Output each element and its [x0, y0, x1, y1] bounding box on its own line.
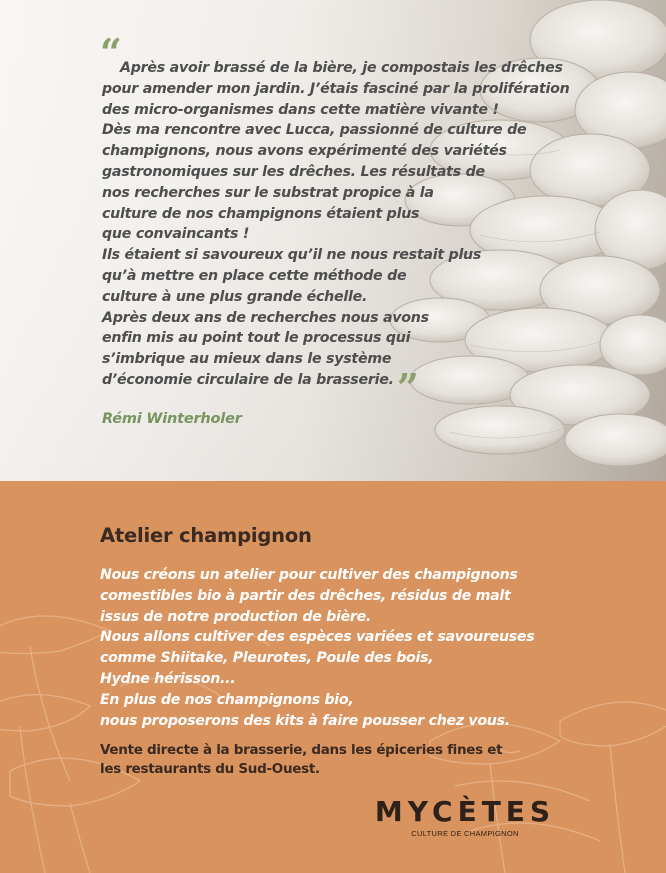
- quote-line: s’imbrique au mieux dans le système: [102, 351, 392, 368]
- quote-line: pour amender mon jardin. J’étais fasciné par la prolifération: [102, 80, 570, 97]
- atelier-section: [0, 481, 666, 873]
- description-line: Nous créons un atelier pour cultiver des champignons: [100, 567, 518, 583]
- atelier-description: [100, 565, 580, 731]
- quote-line: des micro-organismes dans cette matière vivante !: [102, 101, 499, 118]
- atelier-title: Atelier champignon: [100, 524, 312, 547]
- sales-line: Vente directe à la brasserie, dans les épiceries fines et: [100, 742, 503, 758]
- quote-line: Ils étaient si savoureux qu’il ne nous restait plus: [102, 247, 482, 264]
- description-line: comme Shiitake, Pleurotes, Poule des bois,: [100, 650, 434, 667]
- quote-line: culture de nos champignons étaient plus: [102, 205, 420, 222]
- quote-line: enfin mis au point tout le processus qui: [102, 330, 411, 347]
- quote-line: Dès ma rencontre avec Lucca, passionné de culture de: [102, 122, 527, 139]
- quote-line: gastronomiques sur les drêches. Les résultats de: [102, 163, 485, 180]
- open-quote-icon: “: [100, 30, 122, 75]
- quote-line: champignons, nous avons expérimenté des variétés: [102, 143, 507, 160]
- quote-line: nos recherches sur le substrat propice à la: [102, 184, 434, 201]
- sales-info: [100, 741, 580, 779]
- description-line: Hydne hérisson...: [100, 670, 236, 687]
- quote-line: Après avoir brassé de la bière, je compostais les drêches: [120, 60, 563, 76]
- brand-logo: [360, 795, 570, 838]
- testimonial-quote: [102, 58, 582, 391]
- quote-line: que convaincants !: [102, 226, 250, 243]
- quote-line: Après deux ans de recherches nous avons: [102, 309, 429, 326]
- quote-line: d’économie circulaire de la brasserie.: [102, 371, 394, 388]
- description-line: issus de notre production de bière.: [100, 608, 372, 625]
- description-line: En plus de nos champignons bio,: [100, 691, 354, 708]
- logo-tagline: CULTURE DE CHAMPIGNON: [411, 829, 519, 838]
- description-line: Nous allons cultiver des espèces variées et savoureuses: [100, 629, 535, 646]
- close-quote-icon: ”: [397, 365, 419, 410]
- quote-line: culture à une plus grande échelle.: [102, 288, 368, 305]
- description-line: nous proposerons des kits à faire pousser chez vous.: [100, 712, 510, 729]
- logo-name: MYCÈTES: [374, 795, 556, 828]
- quote-line: qu’à mettre en place cette méthode de: [102, 267, 407, 284]
- quote-author: Rémi Winterholer: [102, 411, 242, 427]
- description-line: comestibles bio à partir des drêches, résidus de malt: [100, 587, 511, 604]
- sales-line: les restaurants du Sud-Ouest.: [100, 761, 320, 778]
